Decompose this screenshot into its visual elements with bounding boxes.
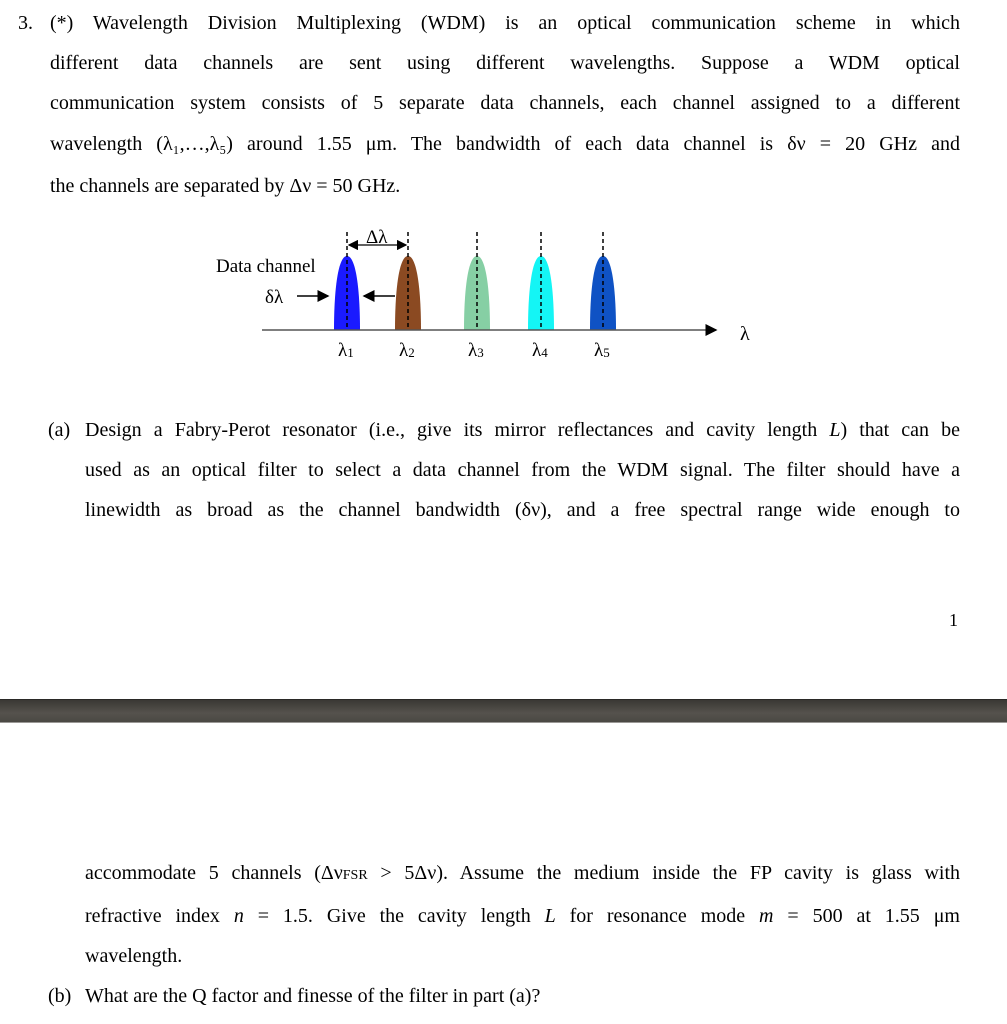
part-a-line [85, 904, 960, 928]
page-break-bar [0, 699, 1007, 723]
problem-text-line: communication system consists of 5 separate data channels, each channel assigned to a different [50, 92, 960, 114]
part-b-text: What are the Q factor and finesse of the filter in part (a)? [85, 985, 541, 1007]
problem-text-line: different data channels are sent using different wavelengths. Suppose a WDM optical [50, 52, 960, 74]
channel-5-label: λ5 [594, 340, 610, 361]
text: Design a Fabry-Perot resonator (i.e., give its mirror reflectances and cavity length [85, 419, 830, 441]
var-L: L [829, 419, 841, 441]
data-channel-label: Data channel [216, 256, 316, 277]
text: refractive index [85, 905, 234, 927]
text: = 500 at 1.55 μm [773, 905, 960, 927]
text: accommodate 5 channels (Δν [85, 862, 343, 884]
channel-3-label: λ3 [468, 340, 484, 361]
channel-1-label: λ1 [338, 340, 354, 361]
subscript-fsr: FSR [342, 868, 368, 883]
part-a-line [85, 861, 960, 888]
axis-label: λ [740, 323, 750, 345]
channel-spacing-label: Δλ [366, 227, 388, 248]
channel-4-label: λ4 [532, 340, 548, 361]
var-n: n [233, 905, 244, 927]
part-a-line: linewidth as broad as the channel bandwidth (δν), and a free spectral range wide enough to [85, 499, 960, 521]
problem-text-line: wavelength (λ₁,…,λ₅) around 1.55 μm. The bandwidth of each data channel is δν = 20 GHz and [50, 133, 960, 155]
part-a-line: used as an optical filter to select a data channel from the WDM signal. The filter should have a [85, 459, 960, 481]
text: > 5Δν). Assume the medium inside the FP cavity is glass with [367, 862, 961, 884]
part-b-label: (b) [48, 985, 72, 1007]
part-a-line: wavelength. [85, 945, 183, 967]
channel-width-label: δλ [265, 287, 284, 308]
text: = 1.5. Give the cavity length [243, 905, 545, 927]
problem-text-line: the channels are separated by Δν = 50 GHz. [50, 175, 401, 197]
problem-text-line: (*) Wavelength Division Multiplexing (WDM) is an optical communication scheme in which [50, 12, 960, 34]
text: ) that can be [840, 419, 961, 441]
var-L: L [544, 905, 556, 927]
wdm-spectrum-figure [0, 0, 1007, 380]
problem-number: 3. [18, 12, 33, 34]
part-a-label: (a) [48, 419, 71, 441]
part-a-line [85, 418, 960, 442]
text: for resonance mode [555, 905, 760, 927]
var-m: m [759, 905, 774, 927]
channel-2-label: λ2 [399, 340, 415, 361]
page-number: 1 [949, 610, 958, 630]
